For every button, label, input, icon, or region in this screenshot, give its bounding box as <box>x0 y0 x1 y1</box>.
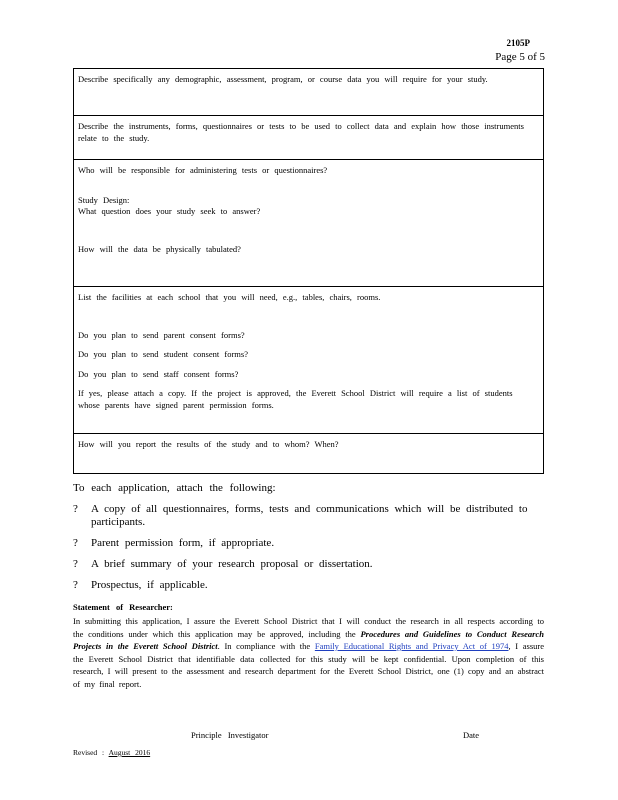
section-instruments <box>74 116 543 160</box>
section-study-design <box>74 160 543 287</box>
facilities-question: List the facilities at each school that you will need, e.g., tables, chairs, rooms. <box>78 292 381 302</box>
form-code: 2105P <box>506 38 530 48</box>
staff-consent-question: Do you plan to send staff consent forms? <box>78 368 239 379</box>
attachment-item <box>73 579 543 592</box>
attachment-text: Parent permission form, if appropriate. <box>91 537 275 549</box>
instruments-question: Describe the instruments, forms, questionnaires or tests to be used to collect data and explain how those instruments relate to the study. <box>78 121 524 143</box>
attachment-item <box>73 558 543 571</box>
procedures-guidelines-title: Procedures and Guidelines to Conduct Research Projects in the Everett School District <box>73 628 544 651</box>
demographic-question: Describe specifically any demographic, assessment, program, or course data you will require for your study. <box>78 74 488 84</box>
attachments-title: To each application, attach the following: <box>73 482 276 494</box>
statement-title: Statement of Researcher: <box>73 602 173 612</box>
statement-part-2: . In compliance with the <box>217 641 315 651</box>
report-question: How will you report the results of the study and to whom? When? <box>78 439 339 449</box>
statement-body <box>73 615 544 690</box>
revised-date: August 2016 <box>108 748 151 757</box>
bullet-icon: ? <box>73 558 78 570</box>
ferpa-link[interactable]: Family Educational Rights and Privacy Act of 1974 <box>314 641 509 651</box>
revised-label: Revised : <box>73 748 105 757</box>
page-number: Page 5 of 5 <box>495 51 545 63</box>
responsible-question: Who will be responsible for administering tests or questionnaires? <box>78 165 328 175</box>
tabulated-question: How will the data be physically tabulated? <box>78 243 241 254</box>
section-report <box>74 434 543 473</box>
parent-consent-question: Do you plan to send parent consent forms? <box>78 329 245 340</box>
bullet-icon: ? <box>73 503 78 515</box>
study-question: What question does your study seek to answer? <box>78 206 261 216</box>
statement-part-1: In submitting this application, I assure the Everett School District that I will conduct the research in all respects according to the conditions under which this application may be approved, including the <box>73 616 544 639</box>
date-label: Date <box>463 730 480 740</box>
section-facilities <box>74 287 543 434</box>
study-design-label: Study Design: <box>78 194 130 205</box>
bullet-icon: ? <box>73 537 78 549</box>
section-demographic <box>74 69 543 116</box>
statement-part-3: , I assure the Everett School District that identifiable data collected for this study will be kept confidential. Upon completion of this research, I will present to the assessment and research department for the Everett School District, one (1) copy and an abstract of my final report. <box>73 641 544 689</box>
attachment-text: Prospectus, if applicable. <box>91 579 208 591</box>
research-form-table <box>73 68 544 474</box>
attachments-list <box>73 503 543 600</box>
attachment-text: A brief summary of your research proposal or dissertation. <box>91 558 373 570</box>
if-yes-note: If yes, please attach a copy. If the project is approved, the Everett School District will require a list of students whose parents have signed parent permission forms. <box>78 388 513 410</box>
revised-footer <box>73 748 150 757</box>
attachment-item <box>73 537 543 550</box>
attachment-item <box>73 503 543 529</box>
bullet-icon: ? <box>73 579 78 591</box>
attachment-text: A copy of all questionnaires, forms, tests and communications which will be distributed to participants. <box>91 503 528 528</box>
student-consent-question: Do you plan to send student consent forms? <box>78 349 248 359</box>
principal-investigator-label: Principle Investigator <box>191 730 269 740</box>
